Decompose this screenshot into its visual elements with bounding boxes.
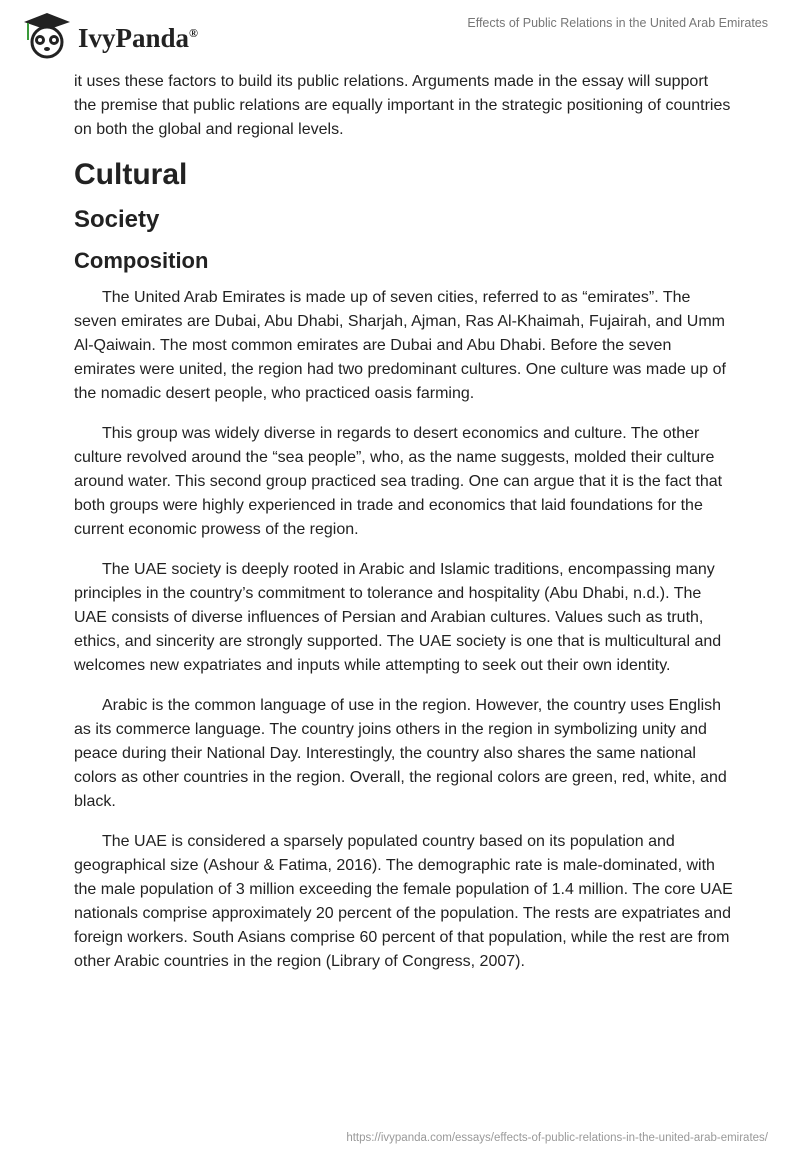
paragraph: This group was widely diverse in regards to desert economics and culture. The other culture revolved around the “sea people”, who, as the name suggests, molded their culture around water. This second group practiced sea trading. One can argue that it is the fact that both groups were highly experienced in trade and economics that laid foundations for the current economic prowess of the region.: [74, 425, 723, 538]
essay-content: [74, 70, 734, 990]
heading-composition: Composition: [74, 248, 209, 273]
heading-cultural: Cultural: [74, 158, 188, 191]
paragraph: The United Arab Emirates is made up of seven cities, referred to as “emirates”. The seven emirates are Dubai, Abu Dhabi, Sharjah, Ajman, Ras Al-Khaimah, Fujairah, and Umm Al-Qaiwain. The most common emirates are Dubai and Abu Dhabi. Before the seven emirates were united, the region had two predominant cultures. One culture was made up of the nomadic desert people, who practiced oasis farming.: [74, 289, 726, 402]
paragraph: The UAE society is deeply rooted in Arabic and Islamic traditions, encompassing many principles in the country’s commitment to tolerance and hospitality (Abu Dhabi, n.d.). The UAE consists of diverse influences of Persian and Arabian cultures. Values such as truth, ethics, and sincerity are strongly supported. The UAE society is one that is multicultural and welcomes new expatriates and inputs while attempting to seek out their own identity.: [74, 561, 722, 674]
intro-paragraph: it uses these factors to build its public relations. Arguments made in the essay will support the premise that public relations are equally important in the strategic positioning of countries on both the global and regional levels.: [74, 73, 731, 138]
paragraph: The UAE is considered a sparsely populated country based on its population and geographical size (Ashour & Fatima, 2016). The demographic rate is male-dominated, with the male population of 3 million exceeding the female population of 1.4 million. The core UAE nationals comprise approximately 20 percent of the population. The rests are expatriates and foreign workers. South Asians comprise 60 percent of that population, while the rest are from other Arabic countries in the region (Library of Congress, 2007).: [74, 833, 733, 970]
panda-logo-icon: [20, 10, 74, 60]
heading-society: Society: [74, 206, 160, 233]
ivypanda-logo[interactable]: [20, 10, 198, 60]
source-url[interactable]: https://ivypanda.com/essays/effects-of-public-relations-in-the-united-arab-emirates/: [346, 1132, 768, 1144]
document-title: Effects of Public Relations in the United Arab Emirates: [467, 16, 768, 30]
paragraph: Arabic is the common language of use in the region. However, the country uses English as its commerce language. The country joins others in the region in symbolizing unity and peace during their National Day. Interestingly, the country also shares the same national colors as other countries in the region. Overall, the regional colors are green, red, white, and black.: [74, 697, 727, 810]
brand-name: IvyPanda®: [78, 22, 199, 53]
